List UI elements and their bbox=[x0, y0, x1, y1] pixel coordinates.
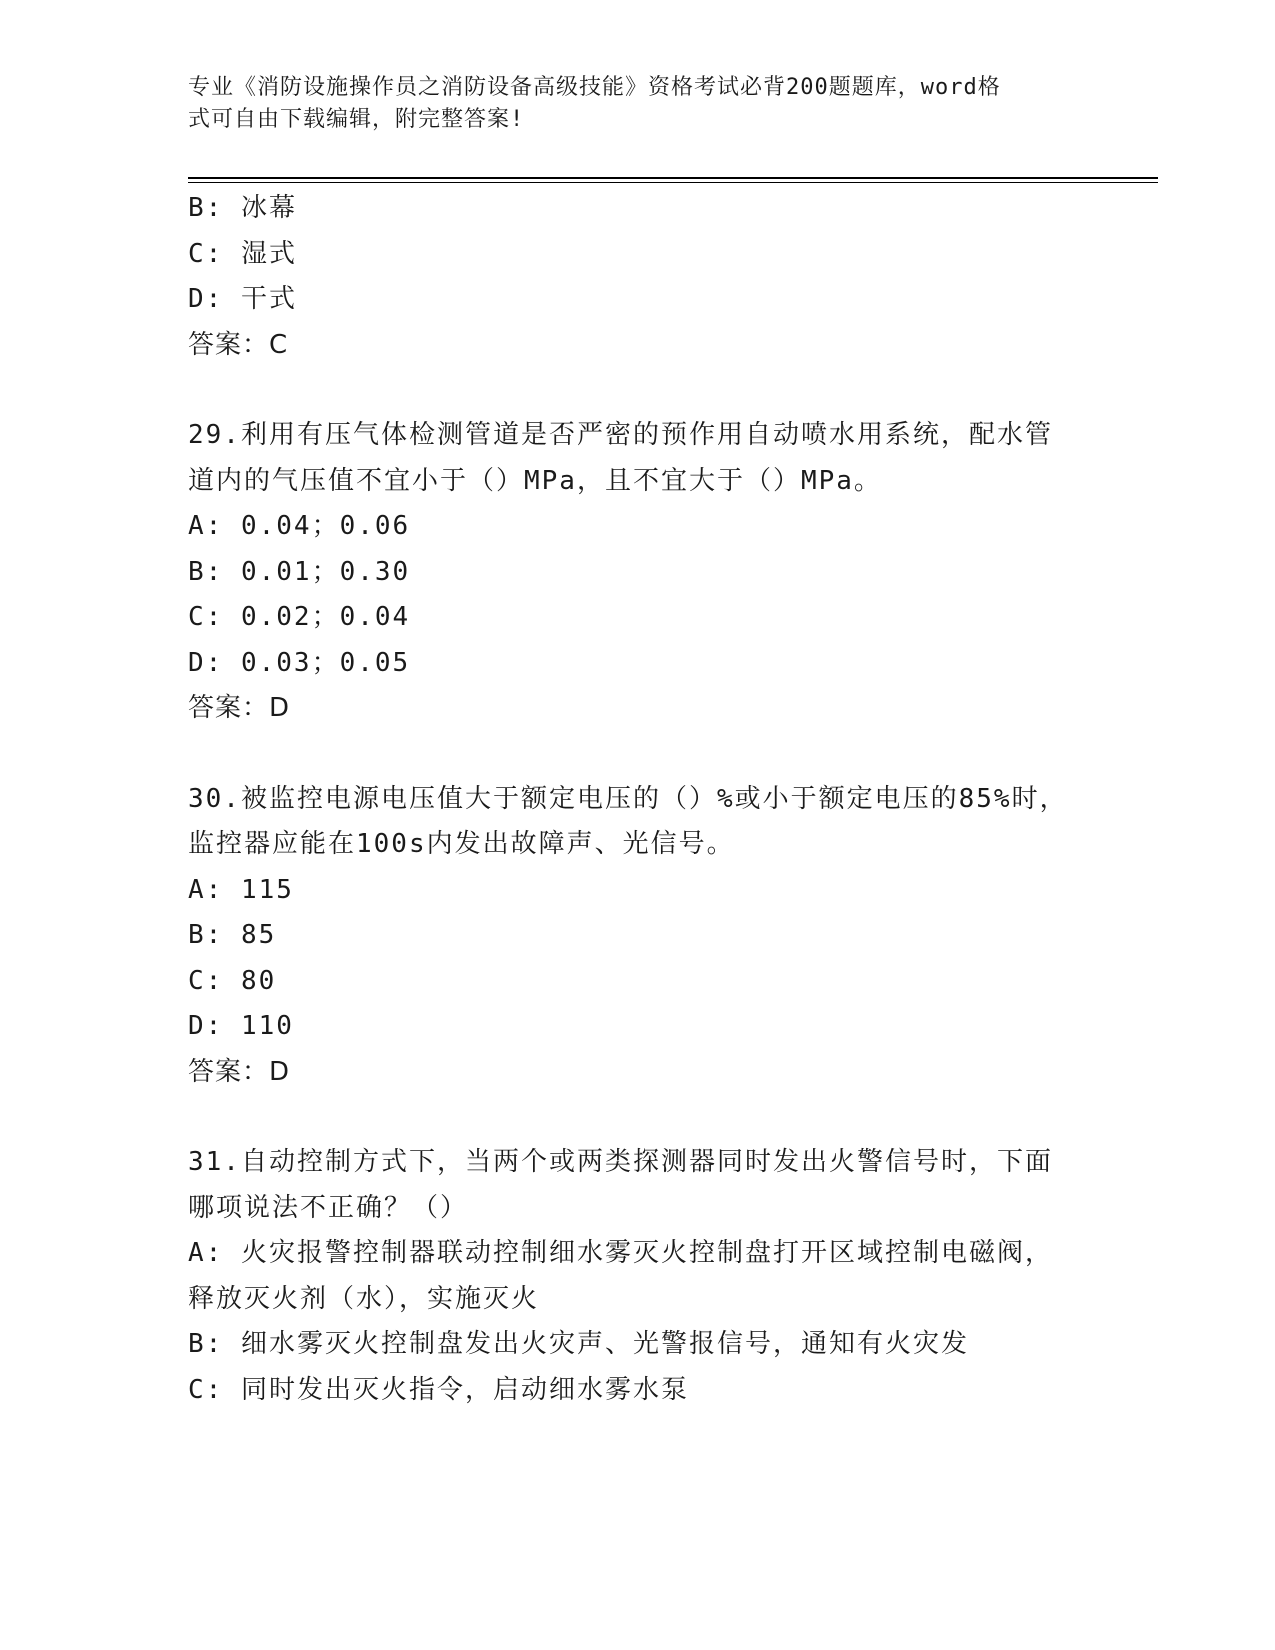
option-d: D: 110 bbox=[188, 1011, 294, 1041]
spacer bbox=[188, 1095, 1088, 1140]
option-c: C: 0.02；0.04 bbox=[188, 602, 411, 632]
option-a: A: 0.04；0.06 bbox=[188, 511, 411, 541]
question-31 bbox=[188, 1140, 1088, 1413]
option-c: C: 80 bbox=[188, 965, 277, 996]
option-c: C: 同时发出灭火指令，启动细水雾水泵 bbox=[188, 1374, 689, 1405]
question-stem-line: 31.自动控制方式下，当两个或两类探测器同时发出火警信号时，下面 bbox=[188, 1147, 1053, 1177]
option-b: B: 细水雾灭火控制盘发出火灾声、光警报信号，通知有火灾发 bbox=[188, 1329, 969, 1359]
option-d: D: 干式 bbox=[188, 284, 297, 314]
header-line-2: 式可自由下载编辑，附完整答案! bbox=[188, 107, 525, 132]
header-divider-thin bbox=[188, 182, 1158, 183]
question-28-tail bbox=[188, 186, 1088, 368]
question-30 bbox=[188, 777, 1088, 1096]
option-c: C: 湿式 bbox=[188, 238, 297, 269]
header-divider-thick bbox=[188, 177, 1158, 179]
option-b: B: 冰幕 bbox=[188, 193, 297, 223]
question-stem-line: 29.利用有压气体检测管道是否严密的预作用自动喷水用系统，配水管 bbox=[188, 420, 1053, 450]
question-stem-line: 道内的气压值不宜小于（）MPa，且不宜大于（）MPa。 bbox=[188, 465, 882, 496]
option-a: A: 115 bbox=[188, 874, 294, 905]
question-stem-line: 监控器应能在100s内发出故障声、光信号。 bbox=[188, 829, 735, 859]
option-a: A: 火灾报警控制器联动控制细水雾灭火控制盘打开区域控制电磁阀， bbox=[188, 1238, 1053, 1268]
question-stem-line: 哪项说法不正确？（） bbox=[188, 1192, 469, 1223]
question-29 bbox=[188, 413, 1088, 732]
answer: 答案：C bbox=[188, 329, 289, 360]
answer: 答案：D bbox=[188, 1056, 291, 1087]
option-b: B: 0.01；0.30 bbox=[188, 556, 411, 587]
question-stem-line: 30.被监控电源电压值大于额定电压的（）%或小于额定电压的85%时， bbox=[188, 783, 1068, 814]
option-d: D: 0.03；0.05 bbox=[188, 647, 411, 678]
header-line-1: 专业《消防设施操作员之消防设备高级技能》资格考试必背200题题库，word格 bbox=[188, 75, 1001, 100]
question-content bbox=[188, 186, 1088, 1413]
spacer bbox=[188, 732, 1088, 777]
option-b: B: 85 bbox=[188, 920, 277, 950]
answer: 答案：D bbox=[188, 693, 291, 723]
option-a-continued: 释放灭火剂（水），实施灭火 bbox=[188, 1283, 540, 1314]
document-header bbox=[188, 72, 1088, 136]
spacer bbox=[188, 368, 1088, 413]
